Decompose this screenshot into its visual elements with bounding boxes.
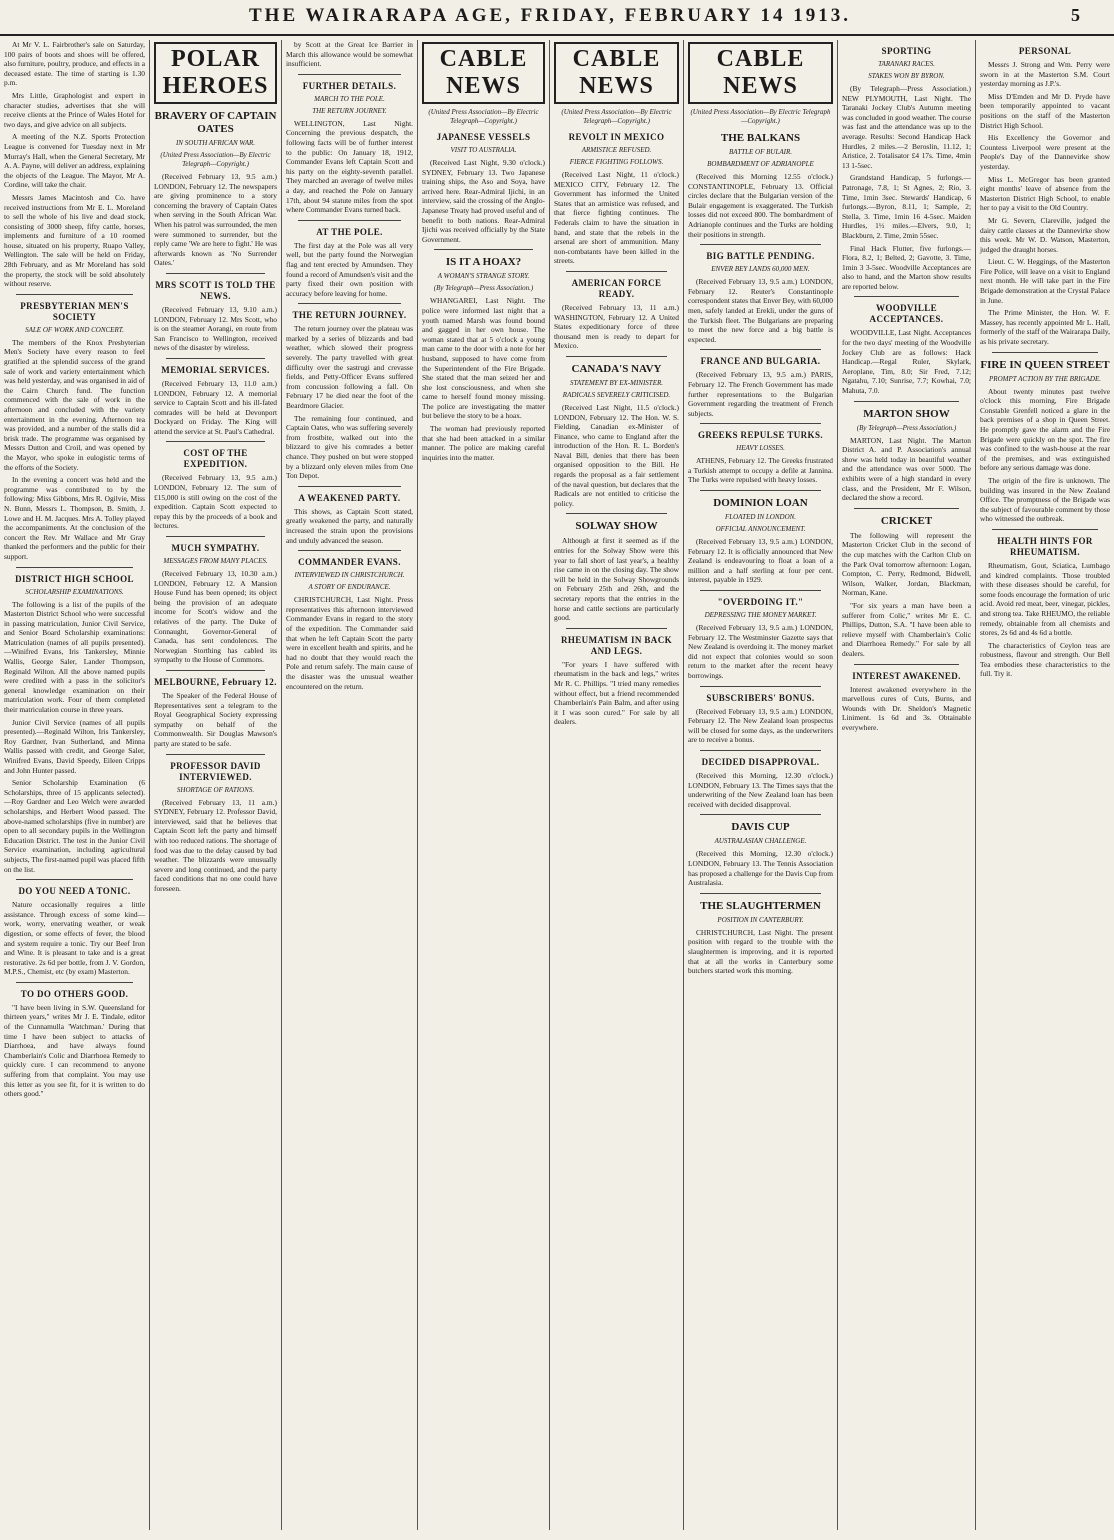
- article-divider: [700, 244, 821, 245]
- newspaper-title: THE WAIRARAPA AGE, FRIDAY, FEBRUARY 14 1913.: [249, 5, 851, 26]
- article-divider: [166, 536, 265, 537]
- article-subheading: (United Press Association—By Electric Telegraph—Copyright.): [160, 151, 271, 168]
- article-headline: "OVERDOING IT.": [717, 597, 804, 608]
- article-headline: RHEUMATISM IN BACK AND LEGS.: [560, 634, 673, 656]
- article-divider: [700, 423, 821, 424]
- article-headline: HEALTH HINTS FOR RHEUMATISM.: [997, 535, 1093, 557]
- page-number: 5: [1071, 5, 1080, 25]
- article-headline: AMERICAN FORCE READY.: [571, 277, 662, 299]
- article-divider: [566, 271, 667, 272]
- newspaper-column-3: [282, 40, 418, 1530]
- article-subheading: RADICALS SEVERELY CRITICISED.: [562, 390, 671, 399]
- article-paragraph: Nature occasionally requires a little assistance. Through excess of some kind—work, worry, enervating weather, or weak digestion, or some effects of fever, the blood and system require a tonic. Try our Beef Iron and Wine. It is pleasant to take and is a great restorative. 2s 6d per bottle, from J. V. Gordon, M.P.S., Chemist, etc (by exam) Masterton.: [4, 900, 145, 977]
- article-divider: [16, 294, 133, 295]
- article-paragraph: (Received Last Night, 11.5 o'clock.) LONDON, February 12. The Hon. W. S. Fielding, Canadian ex-Minister of Finance, who came to England after the introduction of the Hon. R. L. Borden's Naval Bill, denies that there has been organised opposition to the Bill. He regards the proposal as a fair settlement of the naval question, but declares that the Radicals are not entitled to criticise the policy.: [554, 402, 679, 508]
- article-subheading: SCHOLARSHIP EXAMINATIONS.: [25, 587, 124, 596]
- article-paragraph: "For years I have suffered with rheumatism in the back and legs," writes Mr R. C. Phillips. "I tried many remedies without effect, but a friend recommended Chamberlain's Pain Balm, and after using it I was soon cured." For sale by all dealers.: [554, 659, 679, 727]
- article-paragraph: (Received February 13, 9.5 a.m.) LONDON, February 12. It is officially announced that New Zealand is endeavouring to float a loan of a million and a half sterling at four per cent. interest, payable in 1929.: [688, 537, 833, 585]
- article-divider: [566, 628, 667, 629]
- article-divider: [700, 814, 821, 815]
- article-divider: [16, 982, 133, 983]
- article-paragraph: (Received February 13, 9.5 a.m.) LONDON, February 12. Reuter's Constantinople correspondent states that Enver Bey, with 60,000 men, safely landed at Erekli, under the guns of the Turkish fleet. The Bulgarians are preparing to meet the new force and a big battle is expected.: [688, 277, 833, 344]
- article-paragraph: The following is a list of the pupils of the Masterton District School who were successful in passing matriculation, Junior Civil Service, and Senior Board Scholarship examinations: Matriculation (names of all pupils presented).—Winifred Evans, Iris Tankersley, Minnie Wallis, George Saler, Lander Thompson, Reginald Wilton. All the above named pupils were credited with a pass in the solicitor's general knowledge examination on their matriculation work. Four of them completed their matriculation course in three years.: [4, 599, 145, 715]
- article-headline: PRESBYTERIAN MEN'S SOCIETY: [20, 300, 129, 322]
- article-subheading: A WOMAN'S STRANGE STORY.: [437, 272, 530, 281]
- article-headline: SPORTING: [881, 46, 932, 56]
- article-headline: THE BALKANS: [720, 132, 801, 144]
- article-divider: [16, 567, 133, 568]
- newspaper-column-7: [838, 40, 976, 1530]
- article-subheading: STATEMENT BY EX-MINISTER.: [569, 378, 663, 387]
- article-subheading: (United Press Association—By Electric Telegraph—Copyright.): [428, 108, 539, 125]
- article-divider: [854, 296, 959, 297]
- article-paragraph: (Received February 13, 11.0 a.m.) LONDON, February 12. A memorial service to Captain Scott and his ill-fated comrades will be held at Devonport Dockyard on Friday. The King will attend the service at St. Paul's Cathedral.: [154, 378, 277, 436]
- article-headline: MARTON SHOW: [863, 407, 950, 420]
- article-paragraph: (Received February 13, 9.10 a.m.) LONDON, February 12. Mrs Scott, who is on the steamer Aorangi, en route from San Francisco to Wellington, received news of the disaster by wireless.: [154, 304, 277, 353]
- article-paragraph: Messrs J. Strong and Wm. Perry were sworn in at the Masterton S.M. Court yesterday morning as J.P.'s.: [980, 60, 1110, 89]
- section-banner-heading: CABLE NEWS: [716, 46, 805, 99]
- article-headline: MEMORIAL SERVICES.: [161, 364, 270, 375]
- article-divider: [992, 352, 1098, 353]
- article-headline: DO YOU NEED A TONIC.: [18, 886, 131, 897]
- article-subheading: INTERVIEWED IN CHRISTCHURCH.: [294, 571, 405, 580]
- article-paragraph: (Received February 13, 11 a.m.) WASHINGTON, February 12. A United States expeditionary force of three thousand men is ready to depart for Mexico.: [554, 302, 679, 351]
- article-headline: FRANCE AND BULGARIA.: [700, 356, 821, 367]
- article-paragraph: Senior Scholarship Examination (6 Scholarships, three of 15 applicants selected).—Roy Gardner and Leo Welch were awarded scholarships, and Herbert Wood passed. The above-named scholarships (five in number) are open to all secondary pupils in the Wellington Education District. The test in the Junior Civil Service examination, including agricultural subjects, The first-named pupil was placed fifth on the list.: [4, 778, 145, 874]
- article-headline: COMMANDER EVANS.: [298, 557, 401, 568]
- article-divider: [992, 529, 1098, 530]
- article-headline: DAVIS CUP: [731, 821, 790, 834]
- article-headline: MELBOURNE, February 12.: [154, 676, 277, 687]
- article-subheading: ARMISTICE REFUSED.: [581, 146, 652, 154]
- article-paragraph: WOODVILLE, Last Night. Acceptances for the two days' meeting of the Woodville Jockey Club are as follows: Hack Handicap.—Regal Ruler, Skylark, Aeroplane, Tim, 8.0; Sir Fred, 7.12; Ngatahu, 7.10; Sunrise, 7.7; Kowhai, 7.0; Mahuta, 7.0.: [842, 328, 971, 396]
- article-headline: THE SLAUGHTERMEN: [700, 899, 821, 912]
- article-subheading: BATTLE OF BULAIR.: [729, 148, 792, 156]
- article-paragraph: (By Telegraph—Press Association.) NEW PLYMOUTH, Last Night. The Taranaki Jockey Club's Autumn meeting was concluded in good weather. The course was fast and the attendance was up to the average. Results: Second Handicap Hack Hurdles, 2 miles.—2 Beroslin, 11.12, 1; Aristice, 2. Totalisator £4 17s. Time, 4min 13 1-5sec.: [842, 84, 971, 170]
- article-subheading: FIERCE FIGHTING FOLLOWS.: [569, 158, 664, 166]
- article-subheading: A STORY OF ENDURANCE.: [308, 583, 391, 592]
- article-subheading: HEAVY LOSSES.: [736, 444, 785, 453]
- article-paragraph: (Received February 13, 10.30 a.m.) LONDON, February 12. A Mansion House Fund has been opened; its object being the provision of an adequate income for Scott's widow and the relatives of the party. The Duke of Connaught, Governor-General of Canada, has sent condolences. The Norwegian Storthing has cabled its sympathy to the House of Commons.: [154, 569, 277, 665]
- article-subheading: AUSTRALASIAN CHALLENGE.: [714, 837, 807, 846]
- article-headline: DOMINION LOAN: [713, 497, 808, 510]
- article-subheading: STAKES WON BY BYRON.: [868, 72, 945, 80]
- article-paragraph: Although at first it seemed as if the entries for the Solway Show were this year to fall short of last year's, a healthy rise came in on the closing day. The show will be held in the Solway Showgrounds on February 25th and 26th, and the secretary reports that the entries in the horse and cattle sections are particularly good.: [554, 536, 679, 623]
- article-paragraph: The first day at the Pole was all very well, but the party found the Norwegian flag and tent erected by Amundsen. They found a record of Amundsen's visit and the party fixed their own position with accuracy before leaving for home.: [286, 240, 413, 298]
- article-paragraph: His Excellency the Governor and Countess Liverpool were present at the People's Day of the Dannevirke show yesterday.: [980, 133, 1110, 171]
- article-divider: [298, 486, 401, 487]
- section-banner-heading: CABLE NEWS: [572, 46, 661, 99]
- article-headline: WOODVILLE ACCEPTANCES.: [869, 303, 944, 325]
- article-headline: REVOLT IN MEXICO: [568, 132, 665, 142]
- article-headline: PERSONAL: [1018, 46, 1072, 56]
- article-paragraph: Mrs Little, Graphologist and expert in character studies, advertises that she will receive clients at the Prince of Wales Hotel for two days, and give advice on all subjects.: [4, 90, 145, 129]
- masthead: [0, 0, 1114, 36]
- article-divider: [566, 356, 667, 357]
- article-divider: [854, 401, 959, 402]
- article-paragraph: The Speaker of the Federal House of Representatives sent a telegram to the Royal Geographical Society expressing sympathy on behalf of the Commonwealth. Sir Douglas Mawson's party are stated to be safe.: [154, 690, 277, 748]
- newspaper-column-1: [0, 40, 150, 1530]
- article-headline: CRICKET: [880, 514, 933, 527]
- article-subheading: OFFICIAL ANNOUNCEMENT.: [715, 525, 806, 534]
- article-paragraph: "I have been living in S.W. Queensland for thirteen years," writes Mr J. E. Tindale, editor of the Cunnamulla 'Watchman.' During that time I have been subject to attacks of Diarrhoea, and have always found Chamberlain's Colic and Diarrhoea Remedy to quickly cure. I can recommend to anyone suffering from that complaint. You may use this letter as you see fit, for it is written to do others good.": [4, 1002, 145, 1099]
- article-divider: [298, 74, 401, 75]
- article-divider: [298, 550, 401, 551]
- article-headline: DECIDED DISAPPROVAL.: [701, 756, 820, 767]
- article-headline: THE RETURN JOURNEY.: [292, 310, 407, 321]
- article-subheading: PROMPT ACTION BY THE BRIGADE.: [989, 374, 1101, 383]
- article-paragraph: Junior Civil Service (names of all pupils presented).—Reginald Wilton, Iris Tankersley, Roy Gardner, Ivan Sutherland, and Minna Wallis passed with credit, and George Saler, Winifred Evans, David Speedy, Eileen Cripps and John Hunter passed.: [4, 717, 145, 775]
- article-paragraph: (Received February 13, 9.5 a.m.) LONDON, February 12. The sum of £15,000 is still owing on the cost of the expedition. Captain Scott expected to repay this by the proceeds of a book and lectures.: [154, 473, 277, 531]
- article-divider: [298, 220, 401, 221]
- article-subheading: (By Telegraph—Press Association.): [856, 423, 957, 432]
- article-headline: COST OF THE EXPEDITION.: [183, 448, 248, 470]
- article-headline: BRAVERY OF CAPTAIN OATES: [154, 110, 277, 135]
- article-headline: INTEREST AWAKENED.: [852, 670, 961, 681]
- article-divider: [16, 879, 133, 880]
- article-subheading: FLOATED IN LONDON.: [724, 513, 797, 522]
- article-subheading: MARCH TO THE POLE.: [314, 94, 385, 103]
- article-paragraph: (Received February 13, 9.5 a.m.) PARIS, February 12. The French Government has made further representations to the Bulgarian Government regarding the treatment of French subjects.: [688, 370, 833, 418]
- article-paragraph: (Received this Morning 12.55 o'clock.) CONSTANTINOPLE, February 13. Official circles declare that the Bulgarian version of the Bulair engagement is exaggerated. The Turkish losses did not exceed 800. The bombardment of Adrianople continues and the Turks are holding their positions in strength.: [688, 172, 833, 239]
- article-paragraph: (Received this Morning, 12.30 o'clock.) LONDON, February 13. The Tennis Association has proposed a challenge for the Davis Cup from Australasia.: [688, 849, 833, 888]
- article-divider: [298, 303, 401, 304]
- article-headline: IS IT A HOAX?: [445, 256, 522, 269]
- article-divider: [854, 664, 959, 665]
- article-subheading: SHORTAGE OF RATIONS.: [176, 785, 255, 794]
- article-divider: [854, 508, 959, 509]
- section-banner-heading: CABLE NEWS: [439, 46, 528, 99]
- article-headline: DISTRICT HIGH SCHOOL: [15, 573, 134, 584]
- article-paragraph: Interest awakened everywhere in the marvellous cures of Cuts, Burns, and Wounds with Dr. Sheldon's Magnetic Liniment. 1s 6d and 3s. Obtainable everywhere.: [842, 684, 971, 732]
- article-subheading: SALE OF WORK AND CONCERT.: [25, 325, 124, 334]
- newspaper-column-6: [684, 40, 838, 1530]
- article-divider: [166, 754, 265, 755]
- article-paragraph: ATHENS, February 12. The Greeks frustrated a Turkish attempt to occupy a defile at Jannina. The Turks were repulsed with heavy losses.: [688, 456, 833, 485]
- article-paragraph: Rheumatism, Gout, Sciatica, Lumbago and kindred complaints. Those troubled with these diseases should be careful, for some foods encourage the formation of uric acid. Avoid red meat, beer, vinegar, pickles, and strong tea. Take RHEUMO, the reliable remedy, obtainable from all chemists and stores, 2s 6d and 4s 6d a bottle.: [980, 560, 1110, 638]
- article-headline: CANADA'S NAVY: [571, 362, 662, 375]
- article-subheading: (United Press Association—By Electric Telegraph—Copyright.): [561, 108, 672, 125]
- article-headline: FURTHER DETAILS.: [302, 80, 397, 91]
- article-paragraph: The members of the Knox Presbyterian Men's Society have every reason to feel gratified at the splendid success of the grand sale of work and variety entertainment which was held yesterday, and was organised in aid of the Cairn Church fund. The function commenced with the sale of work in the afternoon and concluded with the variety entertainment in the evening. Afternoon tea was provided, and a number of the stalls did a brisk trade. The programme was organised by Messrs Dutton and Croil, and was opened by the Mayor, who spoke in eulogistic terms of the efforts of the Society.: [4, 337, 145, 472]
- section-banner: [688, 42, 833, 104]
- article-paragraph: The return journey over the plateau was marked by a series of blizzards and bad weather, which slowed their progress severely. The party travelled with great difficulty over the sastrugi and crevasse fields, and Petty-Officer Evans suffered from concussion following a fall. On February 17 he died near the foot of the Beardmore Glacier.: [286, 324, 413, 411]
- article-headline: TO DO OTHERS GOOD.: [20, 988, 129, 999]
- article-divider: [434, 249, 533, 250]
- article-subheading: (By Telegraph—Press Association.): [433, 284, 534, 293]
- article-paragraph: This shows, as Captain Scott stated, greatly weakened the party, and naturally increased the strain upon the provisions and unduly advanced the season.: [286, 506, 413, 545]
- article-headline: SOLWAY SHOW: [575, 520, 658, 533]
- article-paragraph: In the evening a concert was held and the programme was contributed to by the following: Miss Gibbons, Mrs R. Ogilvie, Miss N. Bunn, Messrs L. Thompson, B. Smith, J. Lowe and H. M. Jacques. Mrs A. Tolley played the accompaniments. At the conclusion of the concert the Rev. Mr Wallace and Mr Gray thanked the performers and the public for their support.: [4, 475, 145, 561]
- article-paragraph: CHRISTCHURCH, Last Night. The present position with regard to the trouble with the slaughtermen is improving, and it is reported that at all the works in Canterbury some butchers started work this morning.: [688, 927, 833, 976]
- article-paragraph: CHRISTCHURCH, Last Night. Press representatives this afternoon interviewed Commander Evans in regard to the story of the expedition. The Commander said that when he left Captain Scott the party were in excellent health and spirits, and he had no doubt that they would reach the Pole and return safely. The main cause of the disaster was the unusual weather encountered on the return.: [286, 595, 413, 691]
- article-paragraph: (Received February 13, 9.5 a.m.) LONDON, February 12. The Westminster Gazette says that New Zealand is overdoing it. The money market did not expect that colonies would so soon return to the market after the recent heavy borrowings.: [688, 623, 833, 680]
- article-divider: [700, 893, 821, 894]
- article-paragraph: (Received Last Night, 11 o'clock.) MEXICO CITY, February 12. The Government has informed the United States that an armistice was refused, and that fierce fighting continues. The Federals claim to have the situation in hand, and state that the rebels in the arsenal are short of ammunition. Many non-combatants have been killed in the streets.: [554, 170, 679, 266]
- article-paragraph: WELLINGTON, Last Night. Concerning the previous despatch, the following facts will be of further interest to the public: On January 18, 1912, Commander Evans left Captain Scott and his party on the eighty-seventh parallel. They marched an average of twelve miles a day, and reached the Pole on January 17th, about 94 statute miles from the spot where Commander Evans turned back.: [286, 118, 413, 215]
- article-subheading: BOMBARDMENT OF ADRIANOPLE: [707, 160, 814, 168]
- article-headline: MUCH SYMPATHY.: [171, 543, 260, 554]
- article-divider: [166, 358, 265, 359]
- article-paragraph: (Received February 13, 9.5 a.m.) LONDON, February 12. The New Zealand loan prospectus will be closed for some days, as the underwriters are to receive a bonus.: [688, 706, 833, 745]
- article-divider: [566, 513, 667, 514]
- article-paragraph: The characteristics of Ceylon teas are robustness, flavour and strength. Our Bell Tea embodies these characteristics to the full. Try it.: [980, 640, 1110, 679]
- article-paragraph: (Received February 13, 9.5 a.m.) LONDON, February 12. The newspapers are giving prominence to a story concerning the bravery of Captain Oates when serving in the South African War. When his patrol was surrounded, the men were summoned to surrender, but the reply came 'We are here to fight.' He was afterwards known as 'No Surrender Oates.': [154, 172, 277, 268]
- article-headline: AT THE POLE.: [316, 226, 383, 237]
- section-banner: [422, 42, 545, 104]
- article-paragraph: About twenty minutes past twelve o'clock this morning, Fire Brigade Constable Grenfell noticed a glare in the back premises of a shop in Queen Street. He promptly gave the alarm and the Fire Brigade were quickly on the spot. The fire was confined to the wash-house at the rear of the premises, and was extinguished before any serious damage was done.: [980, 386, 1110, 473]
- article-subheading: VISIT TO AUSTRALIA.: [450, 146, 517, 154]
- article-headline: PROFESSOR DAVID INTERVIEWED.: [170, 760, 261, 782]
- article-paragraph: by Scott at the Great Ice Barrier in March this allowance would be somewhat insufficient.: [286, 40, 413, 69]
- section-banner: [554, 42, 679, 104]
- article-paragraph: (Received this Morning, 12.30 o'clock.) LONDON, February 13. The Times says that the underwriting of the New Zealand loan has been received with decided disapproval.: [688, 770, 833, 809]
- article-headline: BIG BATTLE PENDING.: [706, 251, 815, 262]
- section-banner-heading: POLAR HEROES: [162, 46, 269, 99]
- article-paragraph: Messrs James Macintosh and Co. have received instructions from Mr E. L. Moreland to sell the whole of his live and dead stock, consisting of 3000 sheep, fifty cattle, horses, implements and furniture of a 10 roomed house, situated on his property, Ruapo Valley, Wellington. The sale will be held on Friday, 28th February, and as Mr Moreland has sold the property, the stock will be sold absolutely without reserve.: [4, 192, 145, 289]
- article-paragraph: Final Hack Flutter, five furlongs.—Flora, 8.2, 1; Belted, 2; Gavotte, 3. Time, 1min 3 3-5sec. Woodville Acceptances are also to hand, and the Marton show results are reported below.: [842, 243, 971, 291]
- article-paragraph: Grandstand Handicap, 5 furlongs.—Patronage, 7.8, 1; St Agnes, 2; Rio, 3. Time, 1min 3sec. Stewards' Handicap, 6 furlongs.—Byron, 8.11, 1; Sample, 2; Stella, 3. Time, 1min 16 4-5sec. Maiden Hurdles, 1½ miles.—Elvers, 9.0, 1; Blackburn, 2. Time, 2min 55sec.: [842, 173, 971, 240]
- newspaper-column-2: [150, 40, 282, 1530]
- article-subheading: TARANAKI RACES.: [878, 60, 935, 68]
- article-headline: A WEAKENED PARTY.: [298, 492, 401, 503]
- article-headline: JAPANESE VESSELS: [436, 132, 531, 142]
- newspaper-column-5: [550, 40, 684, 1530]
- article-paragraph: The Prime Minister, the Hon. W. F. Massey, has recently appointed Mr L. Hall, formerly of the staff of the Wairarapa Daily, as his private secretary.: [980, 308, 1110, 347]
- article-divider: [166, 273, 265, 274]
- article-paragraph: (Received February 13, 11 a.m.) SYDNEY, February 12. Professor David, interviewed, said that he believes that Captain Scott left the party and himself with too reduced rations. The shortage of food was due to the delay caused by bad weather. The blizzards were unusually severe and long continued, and the party faced conditions that no one could have foreseen.: [154, 797, 277, 893]
- article-headline: SUBSCRIBERS' BONUS.: [706, 692, 815, 703]
- article-paragraph: Mr G. Severn, Clareville, judged the dairy cattle classes at the Dannevirke show this week. Mr W. D. Watson, Masterton, judged the draught horses.: [980, 215, 1110, 254]
- article-divider: [166, 670, 265, 671]
- newspaper-column-8: [976, 40, 1114, 1530]
- section-banner: [154, 42, 277, 104]
- article-subheading: ENVER BEY LANDS 60,000 MEN.: [711, 265, 810, 274]
- article-paragraph: The origin of the fire is unknown. The building was insured in the New Zealand Office. The promptness of the Brigade was the subject of favourable comment by those who witnessed the outbreak.: [980, 475, 1110, 524]
- article-headline: FIRE IN QUEEN STREET: [980, 358, 1110, 371]
- article-headline: MRS SCOTT IS TOLD THE NEWS.: [155, 279, 276, 301]
- article-paragraph: Miss L. McGregor has been granted eight months' leave of absence from the Masterton District High School, to enable her to pay a visit to the Old Country.: [980, 174, 1110, 213]
- article-subheading: MESSAGES FROM MANY PLACES.: [163, 557, 268, 566]
- article-subheading: THE RETURN JOURNEY.: [312, 106, 387, 115]
- article-paragraph: The following will represent the Masterton Cricket Club in the second of the cup matches with the Carlton Club on the Park Oval tomorrow afternoon: Logan, Compton, C. Perry, Redmond, Bidwell, Wilson, Walker, Jordan, Blackman, Norman, Kane.: [842, 530, 971, 598]
- article-paragraph: "For six years a man have been a sufferer from Colic," writes Mr E. C. Phillips, Dutton, S.A. "I have been able to relieve myself with Chamberlain's Colic and Diarrhoea Remedy." For sale by all dealers.: [842, 600, 971, 658]
- article-subheading: DEPRESSING THE MONEY MARKET.: [704, 611, 817, 620]
- article-paragraph: A meeting of the N.Z. Sports Protection League is convened for Tuesday next in Mr Murray's Hall, when the General Secretary, Mr A. A. Payne, will deliver an address, explaining the objects of the League. The Mayor, Mr A. Cordine, will take the chair.: [4, 132, 146, 190]
- article-divider: [700, 349, 821, 350]
- article-paragraph: MARTON, Last Night. The Marton District A. and P. Association's annual show was held today in beautiful weather and the attendance was over 5000. The exhibits were of a high standard in every class, and the President, Mr F. Wilson, declared the show a record.: [842, 435, 971, 503]
- article-divider: [700, 750, 821, 751]
- article-paragraph: At Mr V. L. Fairbrother's sale on Saturday, 100 pairs of boots and shoes will be offered, also furniture, poultry, produce, and effects in a deceased estate. The time of starting is 1.30 p.m.: [4, 40, 145, 88]
- article-paragraph: The remaining four continued, and Captain Oates, who was suffering severely from frostbite, walked out into the blizzard to give his comrades a better chance. They pushed on but were stopped by a blizzard only eleven miles from One Ton Depot.: [286, 413, 413, 481]
- article-headline: GREEKS REPULSE TURKS.: [697, 430, 824, 441]
- article-divider: [700, 490, 821, 491]
- article-subheading: (United Press Association—By Electric Telegraph—Copyright.): [690, 108, 831, 125]
- article-subheading: POSITION IN CANTERBURY.: [717, 915, 804, 924]
- article-paragraph: The woman had previously reported that she had been attacked in a similar manner. The police are making careful inquiries into the matter.: [422, 424, 545, 462]
- newspaper-column-4: [418, 40, 550, 1530]
- article-paragraph: Miss D'Emden and Mr D. Pryde have been temporarily appointed to vacant positions on the staff of the Masterton District High School.: [980, 91, 1110, 130]
- article-divider: [700, 686, 821, 687]
- article-paragraph: (Received Last Night, 9.30 o'clock.) SYDNEY, February 13. Two Japanese training ships, the Aso and Soya, have arrived here. Rear-Admiral Ijichi, in an interview, said the crossing of the Anglo-Japanese Treaty had proved useful and of benefit to both nations. Rear-Admiral Ijichi was received officially by the State Government.: [422, 158, 545, 244]
- article-divider: [700, 590, 821, 591]
- article-subheading: IN SOUTH AFRICAN WAR.: [175, 139, 256, 147]
- article-paragraph: WHANGAREI, Last Night. The police were informed last night that a youth named Marsh was found bound and gagged in her own house. The woman stated that at 5 o'clock a young man came to the door with a note for her husband, supposed to have come from the Superintendent of the Fire Brigade. She stated that the man seized her and she lost consciousness, and when she came to herself found money missing. The police are investigating the matter but believe the story to be a hoax.: [422, 296, 545, 421]
- article-paragraph: Lieut. C. W. Heggings, of the Masterton Fire Police, will leave on a visit to England next month. He will take part in the Fire Brigade demonstration at the Crystal Palace in June.: [980, 257, 1110, 305]
- article-divider: [166, 441, 265, 442]
